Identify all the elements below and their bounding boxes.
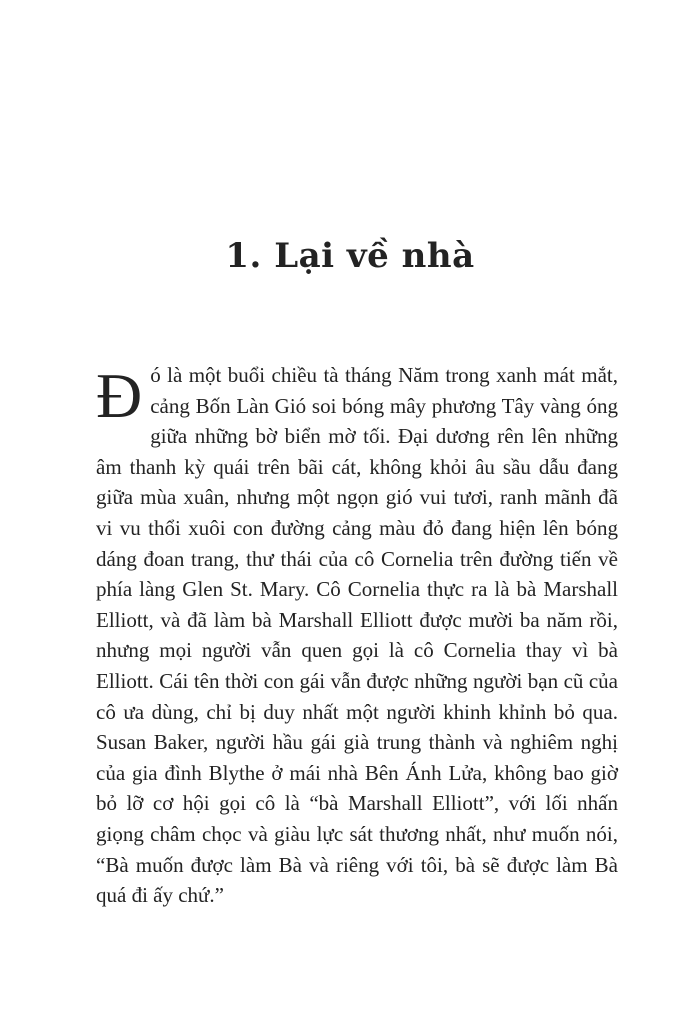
body-paragraph: ó là một buổi chiều tà tháng Năm trong xanh mát mắt, cảng Bốn Làn Gió soi bóng mây phương Tây vàng óng giữa những bờ biển mờ tối. Đại dương rên lên những âm thanh kỳ quái trên bãi cát, không khỏi âu sầu dẫu đang giữa mùa xuân, nhưng một ngọn gió vui tươi, ranh mãnh đã vi vu thổi xuôi con đường cảng màu đỏ đang hiện lên bóng dáng đoan trang, thư thái của cô Cornelia trên đường tiến về phía làng Glen St. Mary. Cô Cornelia thực ra là bà Marshall Elliott, và đã làm bà Marshall Elliott được mười ba năm rồi, nhưng mọi người vẫn quen gọi là cô Cornelia thay vì bà Elliott. Cái tên thời con gái vẫn được những người bạn cũ của cô ưa dùng, chỉ bị duy nhất một người khinh khỉnh bỏ qua. Susan Baker, người hầu gái già trung thành và nghiêm nghị của gia đình Blythe ở mái nhà Bên Ánh Lửa, không bao giờ bỏ lỡ cơ hội gọi cô là “bà Marshall Elliott”, với lối nhấn giọng châm chọc và giàu lực sát thương nhất, như muốn nói, “Bà muốn được làm Bà và riêng với tôi, bà sẽ được làm Bà quá đi ấy chứ.” [96,363,618,908]
chapter-body [96,360,618,911]
chapter-title: 1. Lại về nhà [225,236,475,276]
drop-cap: Đ [96,360,143,431]
